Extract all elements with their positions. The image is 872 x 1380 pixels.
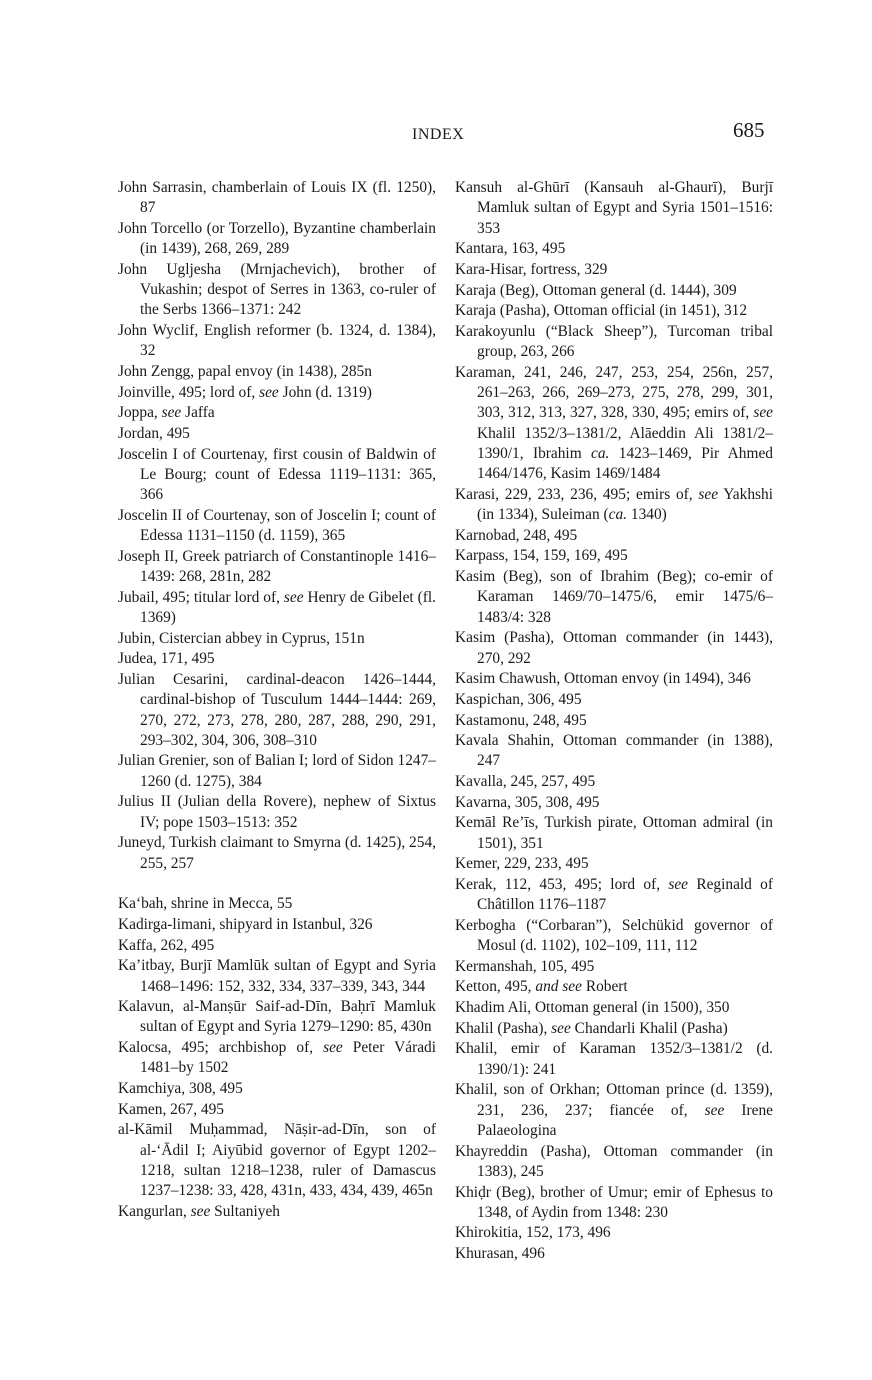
index-entry: Kara-Hisar, fortress, 329: [455, 260, 608, 278]
index-entry: Ketton, 495, and see Robert: [455, 978, 628, 996]
index-entry: Khurasan, 496: [455, 1245, 545, 1263]
index-entry: al-Kāmil Muḥammad, Nāṣir-ad-Dīn, son of al-‘Ādil I; Aiyūbid governor of Egypt 1202–1218, sultan 1218–1238, ruler of Damascus 1237–1238: 33, 428, 431n, 433, 434, 439, 465n: [118, 1121, 436, 1200]
index-entry: Kasim (Beg), son of Ibrahim (Beg); co-emir of Karaman 1469/70–1475/6, emir 1475/6–1483/4: 328: [455, 568, 773, 626]
index-entry: John Zengg, papal envoy (in 1438), 285n: [118, 363, 372, 381]
index-entry: Kavarna, 305, 308, 495: [455, 793, 600, 811]
index-entry: Julian Cesarini, cardinal-deacon 1426–1444, cardinal-bishop of Tusculum 1444–1444: 269, 270, 272, 273, 278, 280, 287, 288, 290, 291, 293–302, 304, 306, 308–310: [118, 670, 436, 749]
index-entry: Julius II (Julian della Rovere), nephew of Sixtus IV; pope 1503–1513: 352: [118, 793, 436, 831]
index-entry: Khalil, emir of Karaman 1352/3–1381/2 (d. 1390/1): 241: [455, 1040, 773, 1078]
index-entry: Kerak, 112, 453, 495; lord of, see Reginald of Châtillon 1176–1187: [455, 875, 773, 914]
index-entry: Kamchiya, 308, 495: [118, 1080, 243, 1098]
index-entry: Khiḍr (Beg), brother of Umur; emir of Ephesus to 1348, of Aydin from 1348: 230: [455, 1183, 773, 1221]
index-entry: Juneyd, Turkish claimant to Smyrna (d. 1425), 254, 255, 257: [118, 834, 436, 872]
index-entry: Karaman, 241, 246, 247, 253, 254, 256n, 257, 261–263, 266, 269–273, 275, 278, 299, 301, 303, 312, 313, 327, 328, 330, 495; emirs of, see Khalil 1352/3–1381/2, Alāeddin Ali 1381/2–1390/1, Ibrahim ca. 1423–1469, Pir Ahmed 1464/1476, Kasim 1469/1484: [455, 363, 773, 483]
index-entry: Kalocsa, 495; archbishop of, see Peter Váradi 1481–by 1502: [118, 1039, 436, 1077]
index-entry: Kaspichan, 306, 495: [455, 690, 582, 708]
index-entry: Ka’itbay, Burjī Mamlūk sultan of Egypt and Syria 1468–1496: 152, 332, 334, 337–339, 343, 344: [118, 957, 436, 995]
index-entry: Kansuh al-Ghūrī (Kansauh al-Ghaurī), Burjī Mamluk sultan of Egypt and Syria 1501–1516: 353: [455, 179, 773, 237]
index-entry: Karaja (Beg), Ottoman general (d. 1444), 309: [455, 281, 737, 299]
index-entry: Kaffa, 262, 495: [118, 936, 215, 954]
index-entry: Julian Grenier, son of Balian I; lord of Sidon 1247–1260 (d. 1275), 384: [118, 752, 436, 790]
index-entry: Kerbogha (“Corbaran”), Selchükid governor of Mosul (d. 1102), 102–109, 111, 112: [455, 916, 773, 955]
page-number: 685: [733, 118, 765, 142]
index-entry: Joseph II, Greek patriarch of Constantinople 1416–1439: 268, 281n, 282: [118, 547, 436, 586]
index-entry: Karnobad, 248, 495: [455, 526, 578, 544]
index-entry: Karakoyunlu (“Black Sheep”), Turcoman tribal group, 263, 266: [455, 322, 773, 361]
index-entry: Kasim Chawush, Ottoman envoy (in 1494), 346: [455, 670, 751, 688]
index-entry: Khayreddin (Pasha), Ottoman commander (in 1383), 245: [455, 1142, 773, 1180]
letter-section-gap: [118, 874, 436, 894]
index-entry: Kamen, 267, 495: [118, 1100, 225, 1118]
index-entry: Karpass, 154, 159, 169, 495: [455, 547, 628, 565]
index-entry: Kastamonu, 248, 495: [455, 711, 587, 729]
index-column-right: [455, 178, 773, 1265]
index-entry: Joscelin II of Courtenay, son of Joscelin I; count of Edessa 1131–1150 (d. 1159), 365: [118, 506, 436, 545]
index-entry: Kavala Shahin, Ottoman commander (in 1388), 247: [455, 732, 773, 770]
index-entry: Jordan, 495: [118, 424, 190, 442]
index-entry: Khadim Ali, Ottoman general (in 1500), 350: [455, 999, 730, 1017]
index-entry: Khalil, son of Orkhan; Ottoman prince (d. 1359), 231, 236, 237; fiancée of, see Irene Palaeologina: [455, 1081, 773, 1139]
index-entry: Kermanshah, 105, 495: [455, 957, 595, 975]
index-entry: Karasi, 229, 233, 236, 495; emirs of, see Yakhshi (in 1334), Suleiman (ca. 1340): [455, 485, 773, 524]
index-entry: Kemer, 229, 233, 495: [455, 855, 589, 873]
index-entry: Kadirga-limani, shipyard in Istanbul, 326: [118, 915, 373, 933]
index-column-left: [118, 178, 436, 1222]
index-entry: Kasim (Pasha), Ottoman commander (in 1443), 270, 292: [455, 629, 773, 667]
index-entry: Joscelin I of Courtenay, first cousin of Baldwin of Le Bourg; count of Edessa 1119–1131: 365, 366: [118, 445, 436, 504]
index-entry: Jubin, Cistercian abbey in Cyprus, 151n: [118, 629, 365, 647]
index-entry: Karaja (Pasha), Ottoman official (in 1451), 312: [455, 302, 748, 320]
index-entry: John Torcello (or Torzello), Byzantine chamberlain (in 1439), 268, 269, 289: [118, 219, 436, 258]
index-entry: Kangurlan, see Sultaniyeh: [118, 1202, 280, 1220]
index-entry: Jubail, 495; titular lord of, see Henry de Gibelet (fl. 1369): [118, 588, 436, 627]
index-entry: Khirokitia, 152, 173, 496: [455, 1224, 611, 1242]
index-entry: Kemāl Re’īs, Turkish pirate, Ottoman admiral (in 1501), 351: [455, 814, 773, 852]
running-title: INDEX: [412, 126, 465, 143]
index-entry: John Sarrasin, chamberlain of Louis IX (fl. 1250), 87: [118, 179, 436, 217]
page-header: [0, 118, 872, 154]
index-entry: John Ugljesha (Mrnjachevich), brother of Vukashin; despot of Serres in 1363, co-ruler of the Serbs 1366–1371: 242: [118, 260, 436, 319]
index-entry: Khalil (Pasha), see Chandarli Khalil (Pasha): [455, 1019, 728, 1037]
index-entry: Judea, 171, 495: [118, 650, 215, 668]
index-entry: Ka‘bah, shrine in Mecca, 55: [118, 895, 293, 913]
index-entry: John Wyclif, English reformer (b. 1324, d. 1384), 32: [118, 322, 436, 360]
index-entry: Kalavun, al-Manṣūr Saif-ad-Dīn, Baḥrī Mamluk sultan of Egypt and Syria 1279–1290: 85, 430n: [118, 998, 436, 1036]
index-entry: Joinville, 495; lord of, see John (d. 1319): [118, 383, 372, 401]
index-entry: Joppa, see Jaffa: [118, 404, 215, 422]
index-entry: Kavalla, 245, 257, 495: [455, 773, 596, 791]
index-entry: Kantara, 163, 495: [455, 240, 566, 258]
